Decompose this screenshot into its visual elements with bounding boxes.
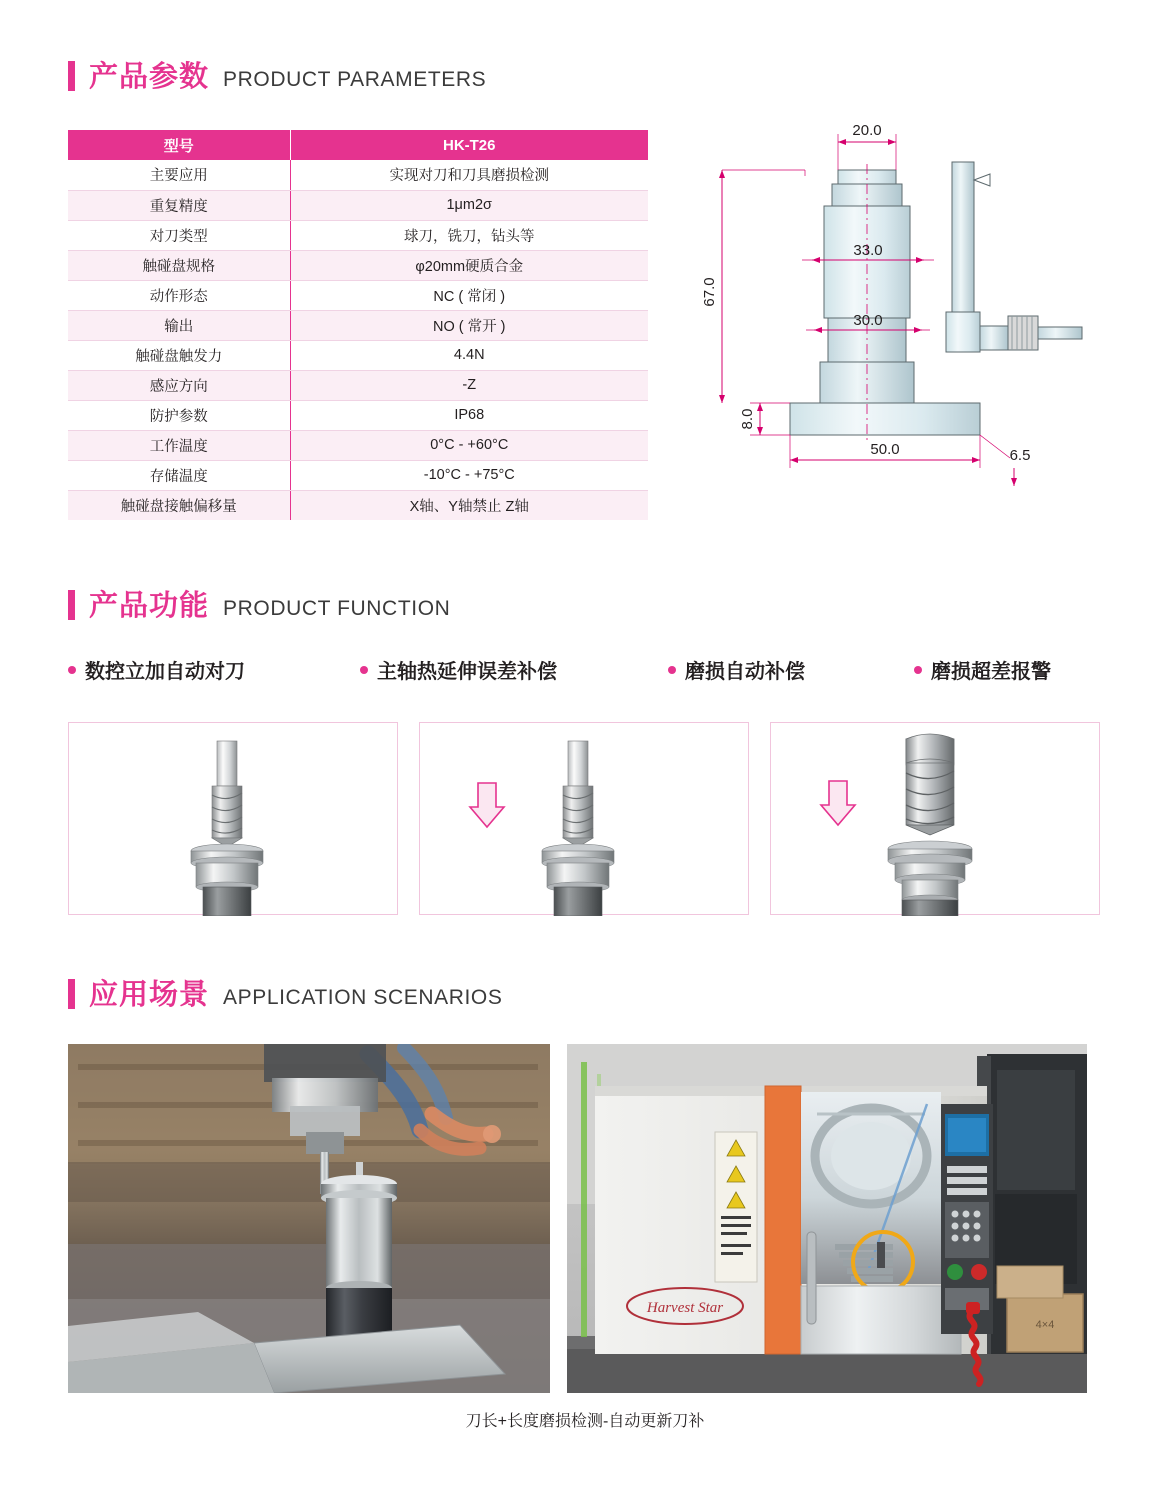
section-title-cn: 应用场景	[89, 979, 210, 1011]
section-title-cn: 产品参数	[89, 61, 210, 93]
param-key: 主要应用	[68, 160, 290, 190]
param-key: 触碰盘规格	[68, 250, 290, 280]
param-key: 防护参数	[68, 400, 290, 430]
accent-bar	[68, 979, 75, 1009]
function-bullet-4	[914, 655, 1051, 684]
param-value: 4.4N	[290, 340, 648, 370]
param-value: -10°C - +75°C	[290, 460, 648, 490]
table-row	[68, 370, 648, 400]
dim-top-width: 20.0	[852, 122, 882, 139]
param-key: 感应方向	[68, 370, 290, 400]
dim-total-height: 67.0	[701, 277, 718, 307]
param-value: IP68	[290, 400, 648, 430]
function-illustration-2	[419, 722, 749, 915]
table-row	[68, 160, 648, 190]
param-key: 动作形态	[68, 280, 290, 310]
photo-caption: 刀长+长度磨损检测-自动更新刀补	[465, 1413, 705, 1430]
accent-bar	[68, 590, 75, 620]
function-bullet-label: 数控立加自动对刀	[85, 661, 245, 683]
table-row	[68, 340, 648, 370]
bullet-dot-icon	[360, 666, 368, 674]
param-key: 重复精度	[68, 190, 290, 220]
param-value: φ20mm硬质合金	[290, 250, 648, 280]
table-header-value: HK-T26	[290, 130, 648, 160]
table-row	[68, 490, 648, 520]
accent-bar	[68, 61, 75, 91]
function-illustration-1	[68, 722, 398, 915]
function-bullet-list	[68, 655, 1108, 685]
param-value: 实现对刀和刀具磨损检测	[290, 160, 648, 190]
technical-drawing	[690, 120, 1110, 500]
section-header-parameters	[68, 54, 486, 95]
param-key: 工作温度	[68, 430, 290, 460]
table-header-key: 型号	[68, 130, 290, 160]
application-photo-1	[68, 1044, 550, 1393]
dim-body-width: 33.0	[853, 242, 883, 259]
svg-text:4×4: 4×4	[1035, 1319, 1055, 1331]
function-bullet-2	[360, 655, 557, 684]
function-bullet-label: 磨损自动补偿	[685, 661, 805, 683]
dim-offset: 6.5	[1009, 447, 1031, 464]
function-bullet-3	[668, 655, 805, 684]
bullet-dot-icon	[68, 666, 76, 674]
table-row	[68, 310, 648, 340]
dim-base-height: 8.0	[739, 408, 756, 430]
table-row	[68, 220, 648, 250]
param-value: X轴、Y轴禁止 Z轴	[290, 490, 648, 520]
application-photos	[68, 1044, 1102, 1393]
dim-base-width: 50.0	[870, 441, 900, 458]
table-row	[68, 400, 648, 430]
param-key: 输出	[68, 310, 290, 340]
param-value: 1μm2σ	[290, 190, 648, 220]
section-title-cn: 产品功能	[89, 590, 210, 622]
param-key: 对刀类型	[68, 220, 290, 250]
table-header-row	[68, 130, 648, 160]
product-parameters-table	[68, 130, 648, 520]
table-row	[68, 430, 648, 460]
table-row	[68, 190, 648, 220]
param-value: 0°C - +60°C	[290, 430, 648, 460]
section-header-scenarios	[68, 972, 502, 1013]
section-title-en: PRODUCT FUNCTION	[223, 597, 451, 620]
param-value: NC ( 常闭 )	[290, 280, 648, 310]
param-value: 球刀，铣刀，钻头等	[290, 220, 648, 250]
function-bullet-1	[68, 655, 245, 684]
table-row	[68, 460, 648, 490]
section-title-en: PRODUCT PARAMETERS	[223, 68, 487, 91]
param-key: 触碰盘触发力	[68, 340, 290, 370]
function-illustrations	[68, 722, 1102, 915]
function-illustration-3	[770, 722, 1100, 915]
bullet-dot-icon	[668, 666, 676, 674]
application-photo-2	[567, 1044, 1087, 1393]
table-row	[68, 250, 648, 280]
table-row	[68, 280, 648, 310]
bullet-dot-icon	[914, 666, 922, 674]
param-value: NO ( 常开 )	[290, 310, 648, 340]
param-key: 触碰盘接触偏移量	[68, 490, 290, 520]
function-bullet-label: 主轴热延伸误差补偿	[377, 661, 557, 683]
section-title-en: APPLICATION SCENARIOS	[223, 986, 503, 1009]
svg-text:Harvest Star: Harvest Star	[646, 1300, 724, 1316]
param-key: 存储温度	[68, 460, 290, 490]
dim-inner-width: 30.0	[853, 312, 883, 329]
function-bullet-label: 磨损超差报警	[931, 661, 1051, 683]
param-value: -Z	[290, 370, 648, 400]
section-header-function	[68, 583, 450, 624]
